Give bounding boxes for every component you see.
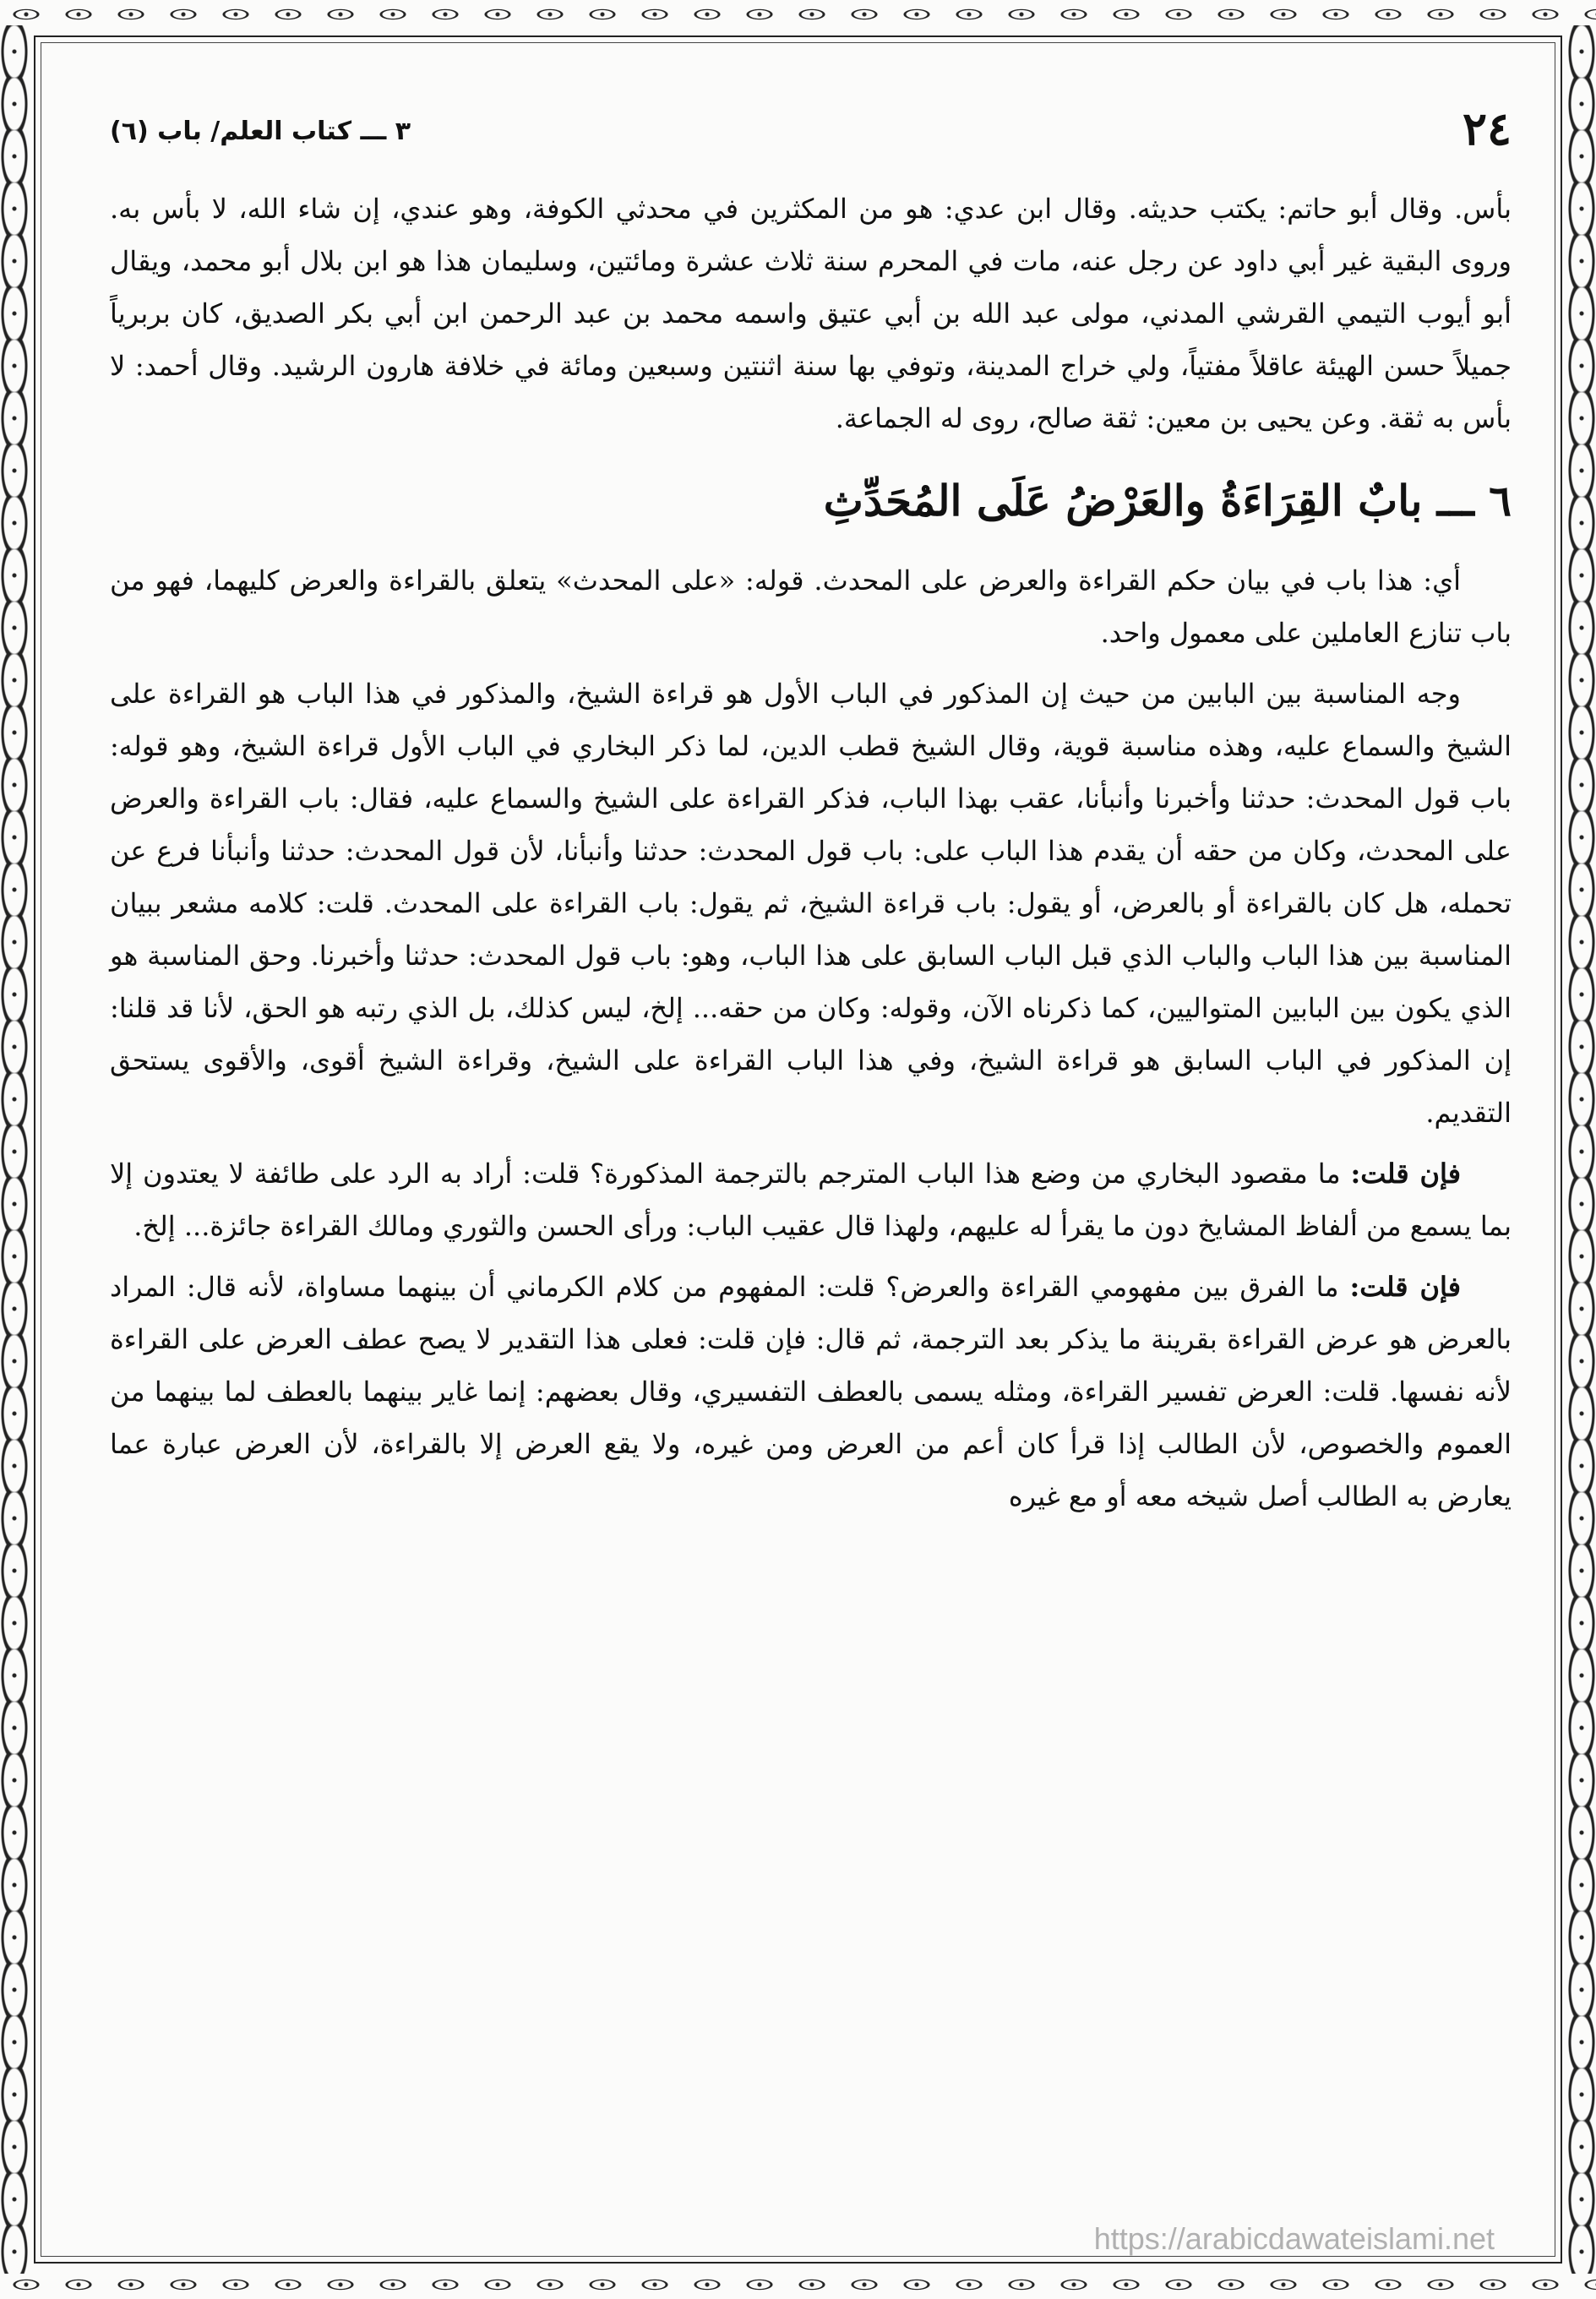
paragraph-4-lead: فإن قلت: <box>1349 1271 1462 1303</box>
ornamental-border-right <box>1567 25 1596 2274</box>
paragraph-3-text: ما مقصود البخاري من وضع هذا الباب المترجم بالترجمة المذكورة؟ قلت: أراد به الرد على طائفة لا يعتدون إلا بما يسمع من ألفاظ المشايخ دون ما يقرأ له عليهم، ولهذا قال عقيب الباب: ورأى الحسن والثوري ومالك القراءة جائزة... إلخ. <box>110 1158 1512 1242</box>
ornamental-border-bottom <box>0 2270 1596 2299</box>
page-body <box>110 183 1512 1531</box>
chapter-heading: ٦ ـــ بابٌ القِرَاءَةُ والعَرْضُ عَلَى المُحَدِّثِ <box>823 476 1512 526</box>
running-head: ٣ ـــ كتاب العلم/ باب (٦) <box>110 117 411 146</box>
paragraph-4-text: ما الفرق بين مفهومي القراءة والعرض؟ قلت: المفهوم من كلام الكرماني أن بينهما مساواة، لأنه قال: المراد بالعرض هو عرض القراءة بقرينة ما يذكر بعد الترجمة، ثم قال: فإن قلت: فعلى هذا التقدير لا يصح عطف العرض على القراءة لأنه نفسها. قلت: العرض تفسير القراءة، ومثله يسمى بالعطف التفسيري، وقال بعضهم: إنما غاير بينهما بالعطف لما بينهما من العموم والخصوص، لأن الطالب إذا قرأ كان أعم من العرض ومن غيره، ولا يقع العرض إلا بالقراءة، لأن العرض عبارة عما يعارض به الطالب أصل شيخه معه أو مع غيره <box>110 1271 1512 1512</box>
page-header <box>110 101 1512 169</box>
paragraph-3-lead: فإن قلت: <box>1350 1158 1462 1190</box>
paragraph-4 <box>110 1261 1512 1523</box>
ornamental-border-left <box>0 25 29 2274</box>
paragraph-2-text: وجه المناسبة بين البابين من حيث إن المذكور في الباب الأول هو قراءة الشيخ، والمذكور في هذا الباب هو القراءة على الشيخ والسماع عليه، وهذه مناسبة قوية، وقال الشيخ قطب الدين، لما ذكر البخاري في الباب الأول قراءة الشيخ، وهو قوله: باب قول المحدث: حدثنا وأخبرنا وأنبأنا، عقب بهذا الباب، فذكر القراءة على الشيخ والسماع عليه، فقال: باب القراءة والعرض على المحدث، وكان من حقه أن يقدم هذا الباب على: باب قول المحدث: حدثنا وأنبأنا، لأن قول المحدث: حدثنا وأنبأنا فرع عن تحمله، هل كان بالقراءة أو بالعرض، أو يقول: باب قراءة الشيخ، ثم يقول: باب القراءة على المحدث. قلت: كلامه مشعر ببيان المناسبة بين هذا الباب والباب الذي قبل الباب السابق على هذا الباب، وهو: باب قول المحدث: حدثنا وأخبرنا. وحق المناسبة هو الذي يكون بين البابين المتواليين، كما ذكرناه الآن، وقوله: وكان من حقه... إلخ، ليس كذلك، بل الذي رتبه هو الحق، لأنا قد قلنا: إن المذكور في الباب السابق هو قراءة الشيخ، وفي هذا الباب القراءة على الشيخ، وقراءة الشيخ أقوى، والأقوى يستحق التقديم. <box>110 678 1512 1129</box>
page-number: ٢٤ <box>1462 101 1512 155</box>
intro-paragraph: بأس. وقال أبو حاتم: يكتب حديثه. وقال ابن عدي: هو من المكثرين في محدثي الكوفة، وهو عندي، إن شاء الله، لا بأس به. وروى البقية غير أبي داود عن رجل عنه، مات في المحرم سنة ثلاث عشرة ومائتين، وسليمان هذا هو ابن بلال أبو محمد، ويقال أبو أيوب التيمي القرشي المدني، مولى عبد الله بن أبي عتيق واسمه محمد بن عبد الرحمن ابن أبي بكر الصديق، كان بربرياً جميلاً حسن الهيئة عاقلاً مفتياً، ولي خراج المدينة، وتوفي بها سنة اثنتين وسبعين ومائة في خلافة هارون الرشيد. وقال أحمد: لا بأس به ثقة. وعن يحيى بن معين: ثقة صالح، روى له الجماعة. <box>110 193 1512 434</box>
watermark-url: https://arabicdawateislami.net <box>1093 2221 1495 2256</box>
paragraph-1-text: أي: هذا باب في بيان حكم القراءة والعرض على المحدث. قوله: «على المحدث» يتعلق بالقراءة والعرض كليهما، فهو من باب تنازع العاملين على معمول واحد. <box>110 564 1512 649</box>
paragraph-1 <box>110 554 1512 659</box>
paragraph-2 <box>110 667 1512 1139</box>
ornamental-border-top <box>0 0 1596 29</box>
paragraph-3 <box>110 1147 1512 1252</box>
